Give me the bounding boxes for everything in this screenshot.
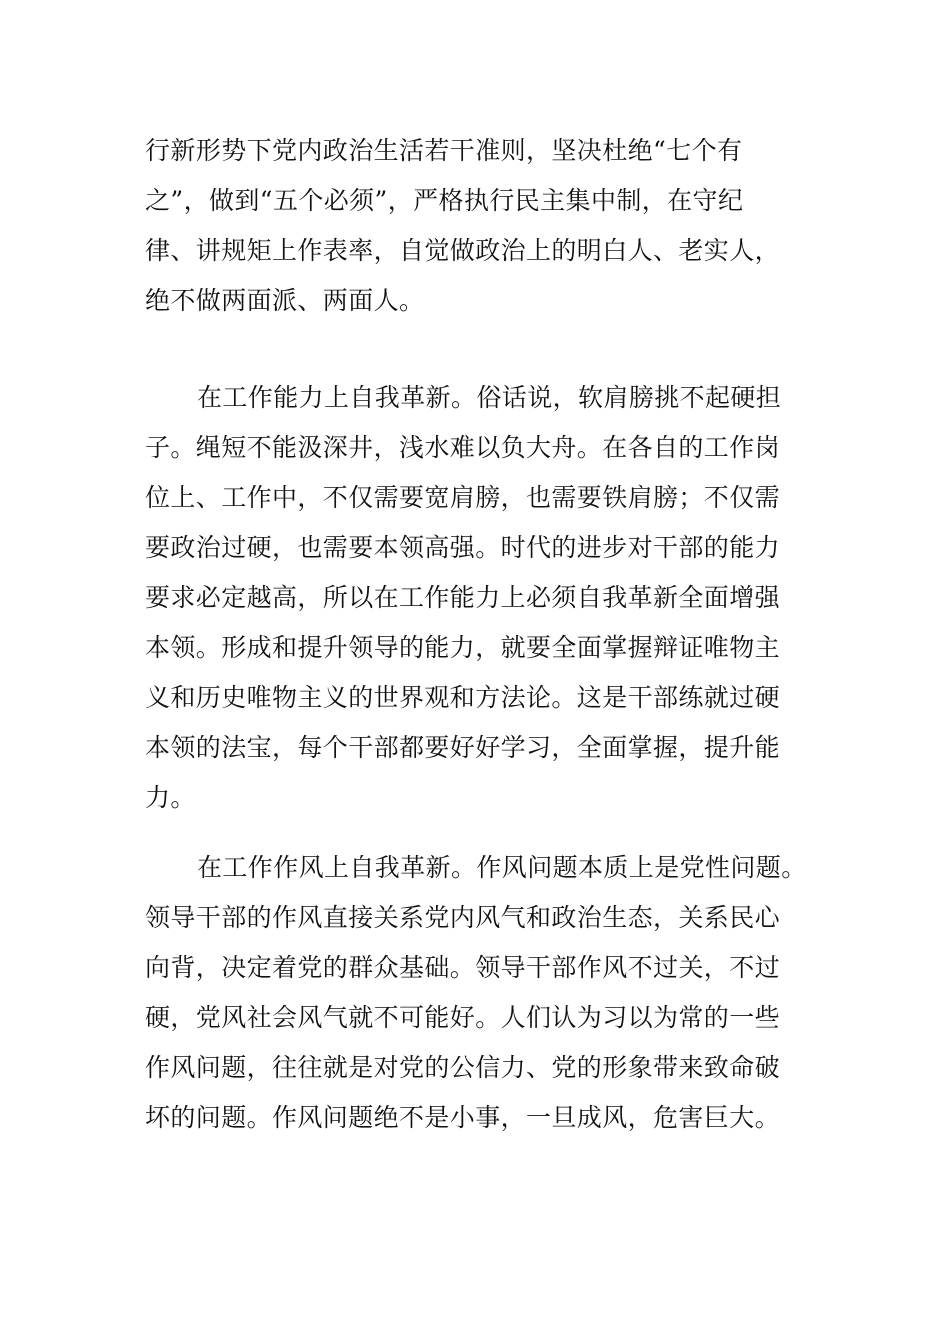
text-line: 之”，做到“五个必须”，严格执行民主集中制，在守纪: [145, 186, 744, 215]
text-line: 行新形势下党内政治生活若干准则，坚决杜绝“七个有: [145, 136, 743, 165]
text-line: 律、讲规矩上作表率，自觉做政治上的明白人、老实人，: [145, 236, 781, 265]
text-line: 义和历史唯物主义的世界观和方法论。这是干部练就过硬: [145, 683, 781, 712]
text-line: 绝不做两面派、两面人。: [145, 286, 425, 315]
text-line: 力。: [145, 783, 196, 812]
text-line: 子。绳短不能汲深井，浅水难以负大舟。在各自的工作岗: [145, 433, 781, 462]
text-line: 位上、工作中，不仅需要宽肩膀，也需要铁肩膀；不仅需: [145, 483, 781, 512]
text-line: 本领的法宝，每个干部都要好好学习，全面掌握，提升能: [145, 733, 781, 762]
text-line: 作风问题，往往就是对党的公信力、党的形象带来致命破: [145, 1053, 781, 1082]
paragraph-continuation: [145, 126, 825, 326]
text-line: 在工作能力上自我革新。俗话说，软肩膀挑不起硬担: [197, 383, 782, 412]
text-line: 本领。形成和提升领导的能力，就要全面掌握辩证唯物主: [145, 633, 781, 662]
text-line: 硬，党风社会风气就不可能好。人们认为习以为常的一些: [145, 1003, 781, 1032]
text-line: 要求必定越高，所以在工作能力上必须自我革新全面增强: [145, 583, 781, 612]
text-line: 在工作作风上自我革新。作风问题本质上是党性问题。: [197, 853, 807, 882]
paragraph-work-ability: [145, 373, 825, 823]
text-line: 坏的问题。作风问题绝不是小事，一旦成风，危害巨大。: [145, 1103, 781, 1132]
paragraph-work-style: [145, 843, 825, 1143]
text-line: 要政治过硬，也需要本领高强。时代的进步对干部的能力: [145, 533, 781, 562]
text-line: 向背，决定着党的群众基础。领导干部作风不过关，不过: [145, 953, 781, 982]
text-line: 领导干部的作风直接关系党内风气和政治生态，关系民心: [145, 903, 781, 932]
